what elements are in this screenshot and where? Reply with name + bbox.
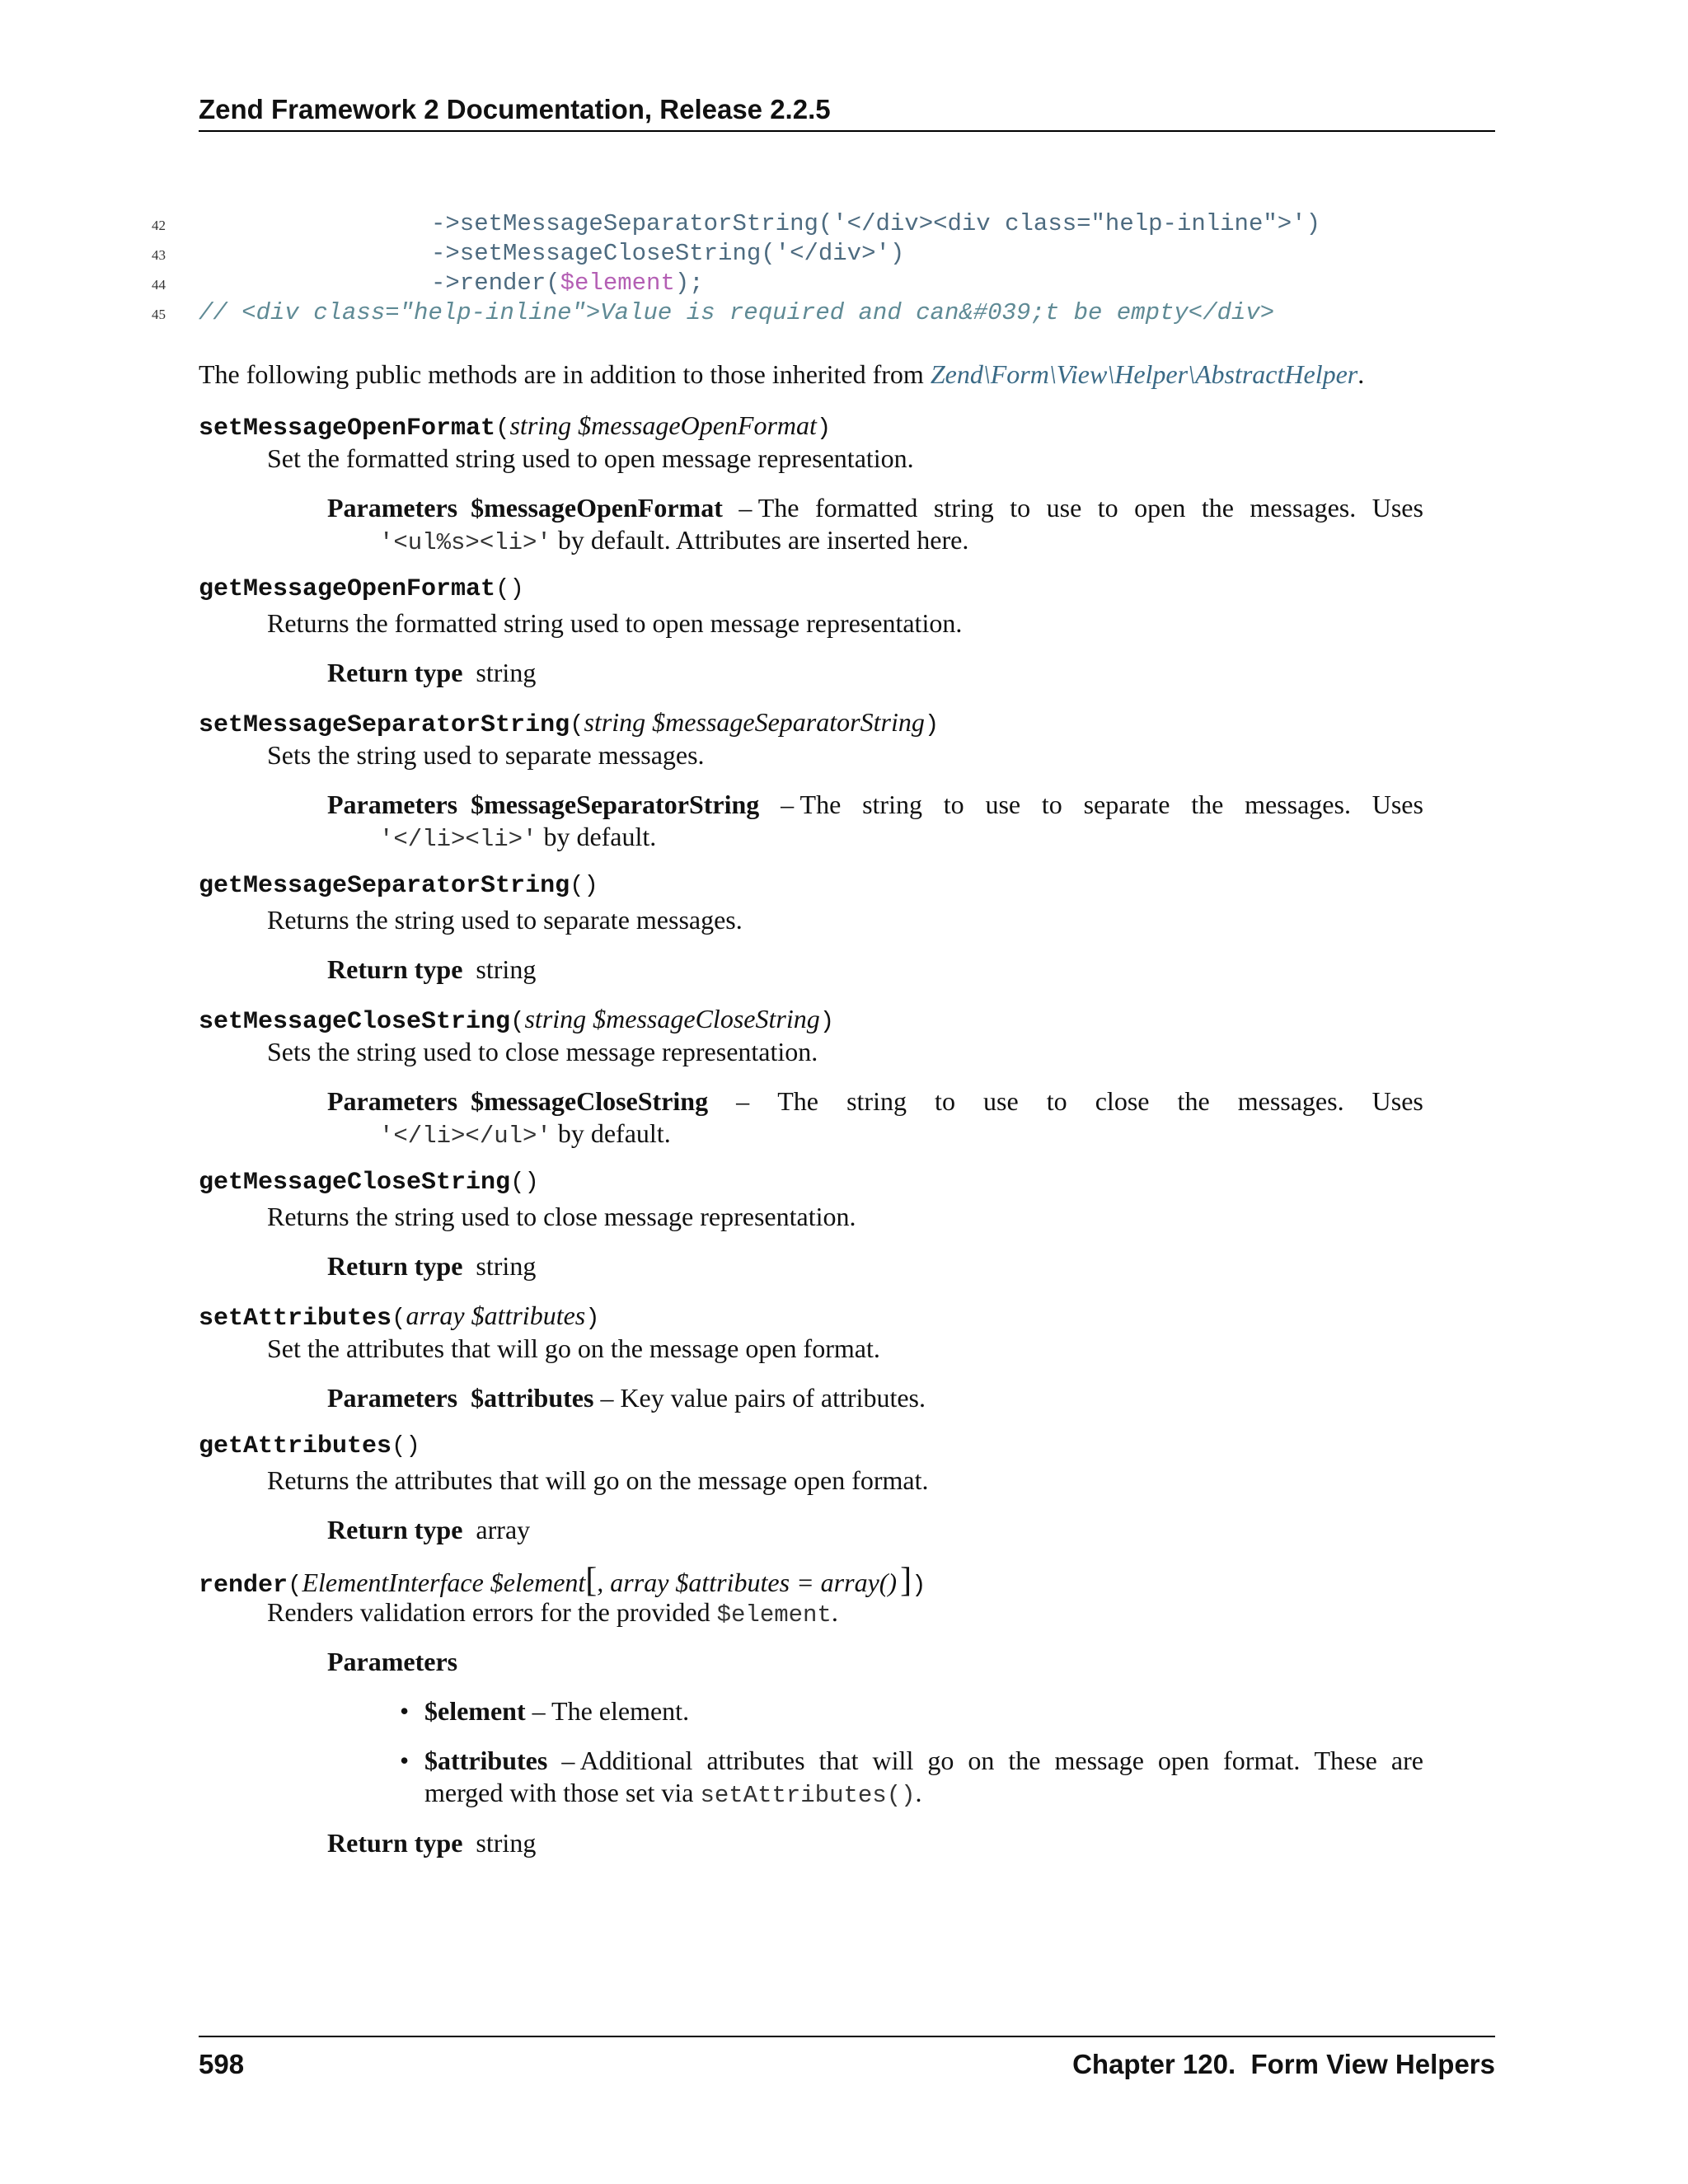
parameter-name: $messageSeparatorString <box>471 790 760 819</box>
method-signature-render <box>199 1561 926 1601</box>
parameter-name: $messageOpenFormat <box>471 493 723 523</box>
method-signature-setMessageOpenFormat <box>199 410 831 443</box>
parameter-continuation <box>379 822 656 853</box>
return-type-value: string <box>476 954 537 984</box>
parameter-continuation <box>379 525 968 556</box>
parameters-label: Parameters <box>327 790 458 819</box>
justified-word: string <box>846 1086 907 1116</box>
method-description: Set the attributes that will go on the message open format. <box>267 1333 880 1363</box>
method-name: getMessageOpenFormat <box>199 575 496 603</box>
method-signature-getMessageSeparatorString <box>199 872 598 900</box>
paren-close: ) <box>819 1008 835 1035</box>
justified-word: the <box>1177 1086 1210 1116</box>
code-line <box>0 299 1688 329</box>
method-signature-getMessageCloseString <box>199 1169 539 1197</box>
method-signature-getMessageOpenFormat <box>199 575 524 603</box>
code-line <box>0 210 1688 240</box>
empty-parens: () <box>392 1432 420 1460</box>
justified-word: message <box>1054 1746 1144 1775</box>
code-line <box>0 269 1688 299</box>
empty-parens: () <box>495 575 524 602</box>
return-type-value: string <box>476 1251 537 1281</box>
parameter-line <box>327 790 1423 820</box>
parameter-description: – Key value pairs of attributes. <box>593 1383 926 1413</box>
parameters-label: Parameters <box>327 1086 458 1116</box>
method-description: Sets the string used to close message representation. <box>267 1037 818 1066</box>
bullet-icon: • <box>400 1696 410 1726</box>
parameters-label: Parameters <box>327 1383 458 1413</box>
justified-word: messages. <box>1245 790 1351 819</box>
description-end: . <box>831 1597 838 1627</box>
justified-word: to <box>935 1086 955 1116</box>
method-name: getMessageSeparatorString <box>199 872 570 900</box>
continuation-end: . <box>915 1778 922 1807</box>
parameters-field <box>327 790 1423 820</box>
return-type-label: Return type <box>327 1251 463 1281</box>
justified-word: to <box>1041 790 1062 819</box>
paren-close: ) <box>924 711 940 738</box>
paren-open: ( <box>495 415 510 442</box>
bullet-line <box>424 1746 1423 1776</box>
justified-word: to <box>1046 1086 1067 1116</box>
empty-parens: () <box>510 1169 539 1196</box>
justified-word: messages. <box>1250 493 1357 523</box>
justified-word: are <box>1390 1746 1423 1775</box>
description-text: Renders validation errors for the provided <box>267 1597 717 1627</box>
return-type-value: array <box>476 1515 531 1544</box>
justified-word: open <box>1157 1746 1210 1775</box>
method-signature-setMessageSeparatorString <box>199 707 939 739</box>
code-variable: $element <box>560 269 675 297</box>
justified-word: attributes <box>706 1746 805 1775</box>
code-line <box>0 240 1688 269</box>
method-argument: ElementInterface $element <box>302 1568 586 1597</box>
method-argument: string $messageOpenFormat <box>509 410 817 440</box>
justified-word: formatted <box>814 493 918 523</box>
parameter-continuation-text: by default. <box>551 1118 671 1148</box>
intro-text: The following public methods are in addition to those inherited from <box>199 359 931 389</box>
justified-word: string <box>933 493 994 523</box>
method-argument-optional: , array $attributes = array() <box>597 1568 898 1597</box>
chapter-title: Chapter 120. Form View Helpers <box>1072 2049 1495 2079</box>
justified-word: – The <box>738 493 799 523</box>
paren-open: ( <box>392 1305 406 1332</box>
parameter-description: – The element. <box>525 1696 690 1726</box>
justified-word: close <box>1095 1086 1150 1116</box>
justified-word: Uses <box>1372 493 1423 523</box>
method-name: setMessageSeparatorString <box>199 711 570 739</box>
justified-word: use <box>983 1086 1019 1116</box>
code-text: ->setMessageSeparatorString('</div><div class="help-inline">') <box>431 210 1320 237</box>
parameters-field <box>327 1086 1423 1117</box>
line-number: 43 <box>152 247 166 263</box>
page-number: 598 <box>199 2049 245 2079</box>
return-type-field <box>327 1251 1423 1282</box>
continuation-text: merged with those set via <box>424 1778 701 1807</box>
parameters-field <box>327 1383 1423 1413</box>
line-number: 45 <box>152 307 166 322</box>
return-type-field <box>327 1515 1423 1545</box>
method-signature-getAttributes <box>199 1432 420 1460</box>
justified-word: Uses <box>1372 1086 1423 1116</box>
return-type-label: Return type <box>327 1828 463 1858</box>
intro-end: . <box>1357 359 1365 389</box>
method-description <box>267 1597 838 1629</box>
parameter-head <box>327 493 723 523</box>
justified-word: – The <box>781 790 842 819</box>
parameter-head <box>327 1086 708 1117</box>
code-fragment: ); <box>674 269 704 297</box>
return-type-label: Return type <box>327 1515 463 1544</box>
inline-code: $element <box>716 1601 832 1629</box>
justified-word: – <box>736 1086 750 1116</box>
justified-word: format. <box>1223 1746 1301 1775</box>
return-type-value: string <box>476 658 537 687</box>
empty-parens: () <box>570 872 598 899</box>
line-number: 42 <box>152 218 166 233</box>
code-text <box>431 269 704 297</box>
page-header <box>199 91 1495 132</box>
paren-close: ) <box>585 1305 600 1332</box>
bullet-icon: • <box>400 1746 410 1775</box>
page-footer <box>199 2036 1495 2095</box>
justified-word: These <box>1314 1746 1377 1775</box>
return-type-field <box>327 1828 1423 1858</box>
return-type-label: Return type <box>327 954 463 984</box>
code-fragment: ->render( <box>431 269 560 297</box>
parameter-line <box>327 493 1423 523</box>
code-comment: // <div class="help-inline">Value is required and can&#039;t be empty</div> <box>199 299 1275 326</box>
justified-word: that <box>818 1746 859 1775</box>
abstract-helper-link[interactable]: Zend\Form\View\Helper\AbstractHelper <box>930 359 1358 389</box>
parameter-continuation-text: by default. Attributes are inserted here. <box>551 525 969 555</box>
justified-word: will <box>872 1746 914 1775</box>
inline-code: '</li></ul>' <box>379 1122 551 1150</box>
return-type-value: string <box>476 1828 537 1858</box>
method-signature-setAttributes <box>199 1301 600 1333</box>
bullet-continuation <box>424 1778 922 1809</box>
justified-word: on <box>968 1746 995 1775</box>
method-name: getAttributes <box>199 1432 392 1460</box>
justified-word: use <box>985 790 1021 819</box>
parameters-field <box>327 1647 1423 1677</box>
parameter-name: $attributes <box>424 1746 548 1775</box>
method-argument: string $messageSeparatorString <box>584 707 925 737</box>
justified-word: The <box>777 1086 818 1116</box>
parameter-line <box>327 1086 1423 1117</box>
method-name: setMessageOpenFormat <box>199 415 496 443</box>
method-name: setMessageCloseString <box>199 1008 511 1036</box>
justified-word: use <box>1046 493 1082 523</box>
justified-word: the <box>1191 790 1224 819</box>
method-argument: string $messageCloseString <box>524 1004 820 1033</box>
method-name: render <box>199 1572 288 1600</box>
paren-open: ( <box>510 1008 525 1035</box>
justified-word: messages. <box>1237 1086 1344 1116</box>
bullet-text <box>424 1696 689 1727</box>
parameters-field <box>327 493 1423 523</box>
method-description: Returns the string used to separate messages. <box>267 905 743 935</box>
justified-word: – Additional <box>561 1746 693 1775</box>
parameter-name: $element <box>424 1696 526 1726</box>
justified-word: separate <box>1083 790 1170 819</box>
method-signature-setMessageCloseString <box>199 1004 834 1036</box>
optional-bracket-open: [ <box>585 1562 598 1600</box>
method-name: setAttributes <box>199 1305 392 1333</box>
code-text <box>199 299 1274 326</box>
method-description: Returns the formatted string used to open message representation. <box>267 608 963 638</box>
justified-word: to <box>943 790 964 819</box>
code-text: ->setMessageCloseString('</div>') <box>431 240 905 267</box>
inline-code: '</li><li>' <box>379 826 537 853</box>
return-type-label: Return type <box>327 658 463 687</box>
parameter-continuation <box>379 1118 671 1150</box>
parameters-label: Parameters <box>327 493 458 523</box>
return-type-field <box>327 954 1423 985</box>
parameter-continuation-text: by default. <box>537 822 657 851</box>
parameter-name: $attributes <box>471 1383 594 1413</box>
parameter-name: $messageCloseString <box>471 1086 709 1116</box>
justified-word: to <box>1097 493 1118 523</box>
justified-word: go <box>927 1746 954 1775</box>
optional-bracket-close: ] <box>900 1562 912 1600</box>
method-argument: array $attributes <box>406 1301 586 1330</box>
method-description: Returns the attributes that will go on the message open format. <box>267 1465 929 1495</box>
justified-word: the <box>1008 1746 1041 1775</box>
method-description: Set the formatted string used to open message representation. <box>267 443 914 473</box>
line-number: 44 <box>152 277 166 293</box>
justified-word: to <box>1010 493 1031 523</box>
return-type-field <box>327 658 1423 688</box>
intro-paragraph <box>199 359 1364 390</box>
justified-word: Uses <box>1372 790 1423 819</box>
justified-word: string <box>862 790 922 819</box>
method-description: Sets the string used to separate messages. <box>267 740 705 770</box>
justified-word: the <box>1201 493 1234 523</box>
inline-code: setAttributes() <box>700 1782 916 1809</box>
document-title: Zend Framework 2 Documentation, Release 2.2.5 <box>199 94 831 124</box>
parameters-label: Parameters <box>327 1647 458 1676</box>
justified-word: open <box>1134 493 1186 523</box>
paren-open: ( <box>288 1572 302 1599</box>
paren-close: ) <box>816 415 832 442</box>
parameter-head <box>327 790 759 820</box>
method-name: getMessageCloseString <box>199 1169 511 1197</box>
method-description: Returns the string used to close message representation. <box>267 1202 856 1231</box>
paren-open: ( <box>570 711 584 738</box>
inline-code: '<ul%s><li>' <box>379 529 551 556</box>
paren-close: ) <box>912 1572 926 1599</box>
